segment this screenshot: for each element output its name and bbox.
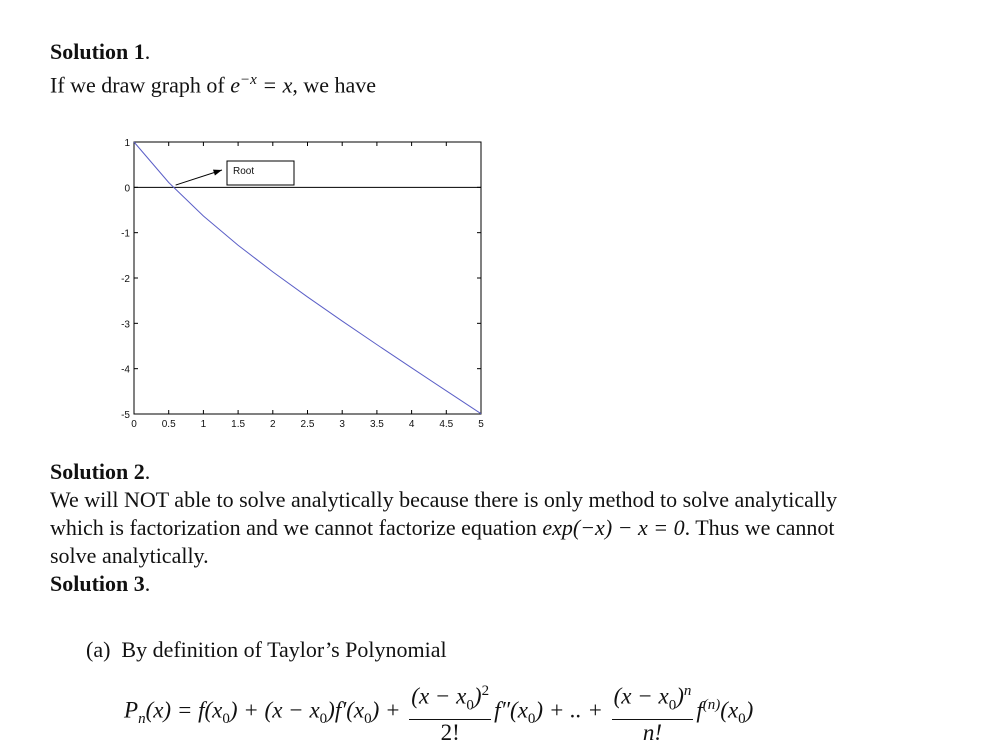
y-tick-label: -1: [121, 228, 130, 240]
y-tick-label: -5: [121, 410, 130, 421]
y-tick-label: -2: [121, 274, 130, 285]
taylor-polynomial-formula: $P_n(x) = f(x_0) + (x - x_0)f'(x_0)$ + $\frac{(x - x_0)^2}{2!}$ $f''(x_0)$ + .. + $\frac{(x - x_0)^n}{n!}$ $f^{(n)}(x_0)$: [124, 678, 753, 746]
x-tick-label: 2.5: [300, 419, 315, 430]
solution-2-line-3: solve analytically.: [50, 543, 209, 568]
x-tick-label: 3.5: [369, 419, 384, 430]
y-tick-label: -3: [121, 319, 130, 331]
y-tick-label: 0: [124, 183, 130, 195]
fraction-second-order: $\frac{(x - x_0)^2}{2!}$: [409, 678, 491, 746]
plot-frame: [134, 142, 481, 414]
x-tick-label: 1.5: [231, 419, 246, 430]
function-plot: [112, 130, 492, 435]
y-tick-label: -4: [121, 364, 130, 376]
solution-3-heading: Solution 3.: [50, 571, 151, 596]
x-tick-label: 5: [478, 419, 484, 430]
fraction-nth-order: $\frac{(x - x_0)^n}{n!}$: [612, 678, 694, 746]
x-tick-label: 3: [339, 419, 345, 430]
root-annotation-label: Root: [233, 166, 255, 177]
solution-3-item-a: (a) By definition of Taylor’s Polynomial: [86, 637, 447, 662]
y-tick-label: 1: [124, 138, 130, 149]
x-tick-label: 1: [200, 419, 207, 430]
x-tick-label: 4: [408, 419, 415, 430]
solution-2-line-2: which is factorization and we cannot factorize equation exp(−x) − x = 0. Thus we cannot: [50, 515, 835, 540]
solution-2-heading: Solution 2.: [50, 459, 151, 484]
x-tick-label: 0.5: [161, 419, 176, 430]
x-tick-label: 2: [270, 419, 276, 430]
solution-2-line-1: We will NOT able to solve analytically because there is only method to solve analytically: [50, 487, 838, 512]
x-tick-label: 0: [131, 419, 137, 430]
x-tick-label: 4.5: [439, 419, 454, 430]
solution-1-text: If we draw graph of $e^{-x} = x$, we have: [50, 72, 377, 98]
solution-1-heading: Solution 1.: [50, 39, 151, 64]
